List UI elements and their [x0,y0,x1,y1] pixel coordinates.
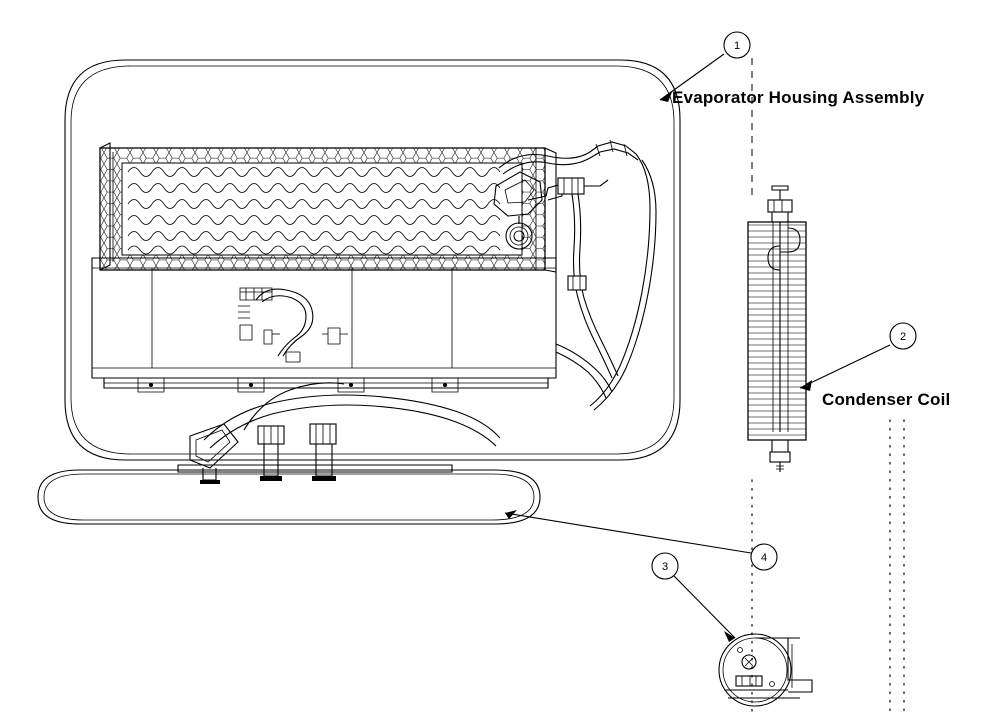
callout-balloon-4[interactable] [751,544,777,570]
callout-label-evaporator-housing-assembly: Evaporator Housing Assembly [672,88,925,107]
lower-duct-cover [38,470,540,524]
callout-balloon-1-number: 1 [733,39,741,52]
callout-balloon-2[interactable] [890,323,916,349]
callout-balloon-3-number: 3 [661,560,669,573]
callout-balloon-4-number: 4 [760,551,768,564]
callout-label-condenser-coil: Condenser Coil [822,390,951,409]
condenser-coil [748,58,806,472]
wiring-harness [178,383,500,484]
callout-balloon-3[interactable] [652,553,678,579]
drain-pan-cabinet [92,258,556,392]
blower-wheel-housing [719,634,812,706]
evaporator-coil-block [100,143,556,272]
callout-leaders [505,54,890,642]
phantom-center-lines [752,420,904,716]
callout-balloon-1[interactable] [724,32,750,58]
callout-balloon-2-number: 2 [899,330,907,343]
